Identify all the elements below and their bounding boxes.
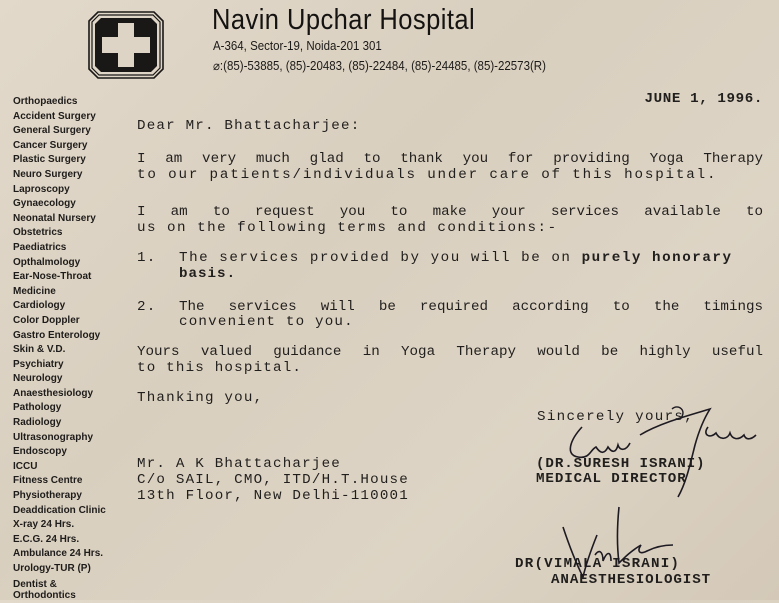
paragraph-1-line-1: I am very much glad to thank you for providing Yoga Therapy xyxy=(137,151,763,167)
hospital-cross-logo xyxy=(88,11,164,79)
paragraph-2-line-1: I am to request you to make your services available to xyxy=(137,204,763,220)
department-item: Neonatal Nursery xyxy=(13,212,96,224)
term-2-number: 2. xyxy=(137,299,157,315)
paragraph-3-line-1: Yours valued guidance in Yoga Therapy would be highly useful xyxy=(137,344,763,360)
department-item: Physiotherapy xyxy=(13,490,82,502)
term-1-number: 1. xyxy=(137,250,157,266)
department-item: Obstetrics xyxy=(13,227,63,239)
paragraph-1-line-2: to our patients/individuals under care of this hospital. xyxy=(137,167,718,183)
department-item: Dentist & Orthodontics xyxy=(13,578,76,601)
term-1-line-1: The services provided by you will be on purely honorary xyxy=(179,250,733,266)
paragraph-3-line-2: to this hospital. xyxy=(137,360,303,376)
signatory-1-name: (DR.SURESH ISRANI) xyxy=(536,456,706,472)
recipient-line-3: 13th Floor, New Delhi-110001 xyxy=(137,488,409,504)
department-item: Pathology xyxy=(13,402,62,414)
department-item: Color Doppler xyxy=(13,314,80,326)
department-item: Gastro Enterology xyxy=(13,329,101,341)
departments-list xyxy=(13,95,133,603)
department-item: Opthalmology xyxy=(13,256,81,268)
department-item: Anaesthesiology xyxy=(13,387,94,399)
closing: Sincerely yours, xyxy=(537,409,695,425)
department-item: Accident Surgery xyxy=(13,110,96,122)
salutation: Dear Mr. Bhattacharjee: xyxy=(137,118,361,134)
letter-date: JUNE 1, 1996. xyxy=(644,91,763,107)
department-item: Ear-Nose-Throat xyxy=(13,271,92,283)
signatory-1-title: MEDICAL DIRECTOR xyxy=(536,471,687,487)
thanks: Thanking you, xyxy=(137,390,264,406)
department-item: Paediatrics xyxy=(13,241,67,253)
signatory-2-name: DR(VIMALA ISRANI) xyxy=(515,556,681,572)
department-item: E.C.G. 24 Hrs. xyxy=(13,533,80,545)
department-item: Skin & V.D. xyxy=(13,344,66,356)
department-item: Radiology xyxy=(13,417,62,429)
department-item: Orthopaedics xyxy=(13,96,78,107)
department-item: X-ray 24 Hrs. xyxy=(13,519,75,531)
hospital-phones: ⌀:(85)-53885, (85)-20483, (85)-22484, (85)-24485, (85)-22573(R) xyxy=(213,59,546,73)
department-item: Laproscopy xyxy=(13,183,70,195)
term-1-emphasis: purely honorary xyxy=(581,250,733,266)
recipient-line-1: Mr. A K Bhattacharjee xyxy=(137,456,341,472)
paragraph-2-line-2: us on the following terms and conditions:- xyxy=(137,220,558,236)
department-item: Plastic Surgery xyxy=(13,154,86,166)
department-item: Neurology xyxy=(13,373,63,385)
hospital-address: A-364, Sector-19, Noida-201 301 xyxy=(213,39,382,53)
department-item: Ambulance 24 Hrs. xyxy=(13,548,104,560)
department-item: Psychiatry xyxy=(13,358,64,370)
department-item: Medicine xyxy=(13,285,56,297)
department-item: ICCU xyxy=(13,460,38,472)
department-item: Ultrasonography xyxy=(13,431,94,443)
department-item: Neuro Surgery xyxy=(13,168,83,180)
department-item: Cancer Surgery xyxy=(13,139,88,151)
department-item: Deaddication Clinic xyxy=(13,504,106,516)
department-item: Endoscopy xyxy=(13,446,67,458)
signatory-2-title: ANAESTHESIOLOGIST xyxy=(551,572,712,588)
term-2-line-2: convenient to you. xyxy=(179,314,354,330)
term-2-line-1: The services will be required according to the timings xyxy=(179,299,763,315)
term-1-line-2: basis. xyxy=(179,266,237,282)
recipient-line-2: C/o SAIL, CMO, ITD/H.T.House xyxy=(137,472,409,488)
department-item: General Surgery xyxy=(13,125,91,137)
department-item: Gynaecology xyxy=(13,198,76,210)
department-item: Cardiology xyxy=(13,300,66,312)
department-item: Urology-TUR (P) xyxy=(13,563,91,574)
hospital-name: Navin Upchar Hospital xyxy=(212,4,476,36)
department-item: Fitness Centre xyxy=(13,475,83,487)
